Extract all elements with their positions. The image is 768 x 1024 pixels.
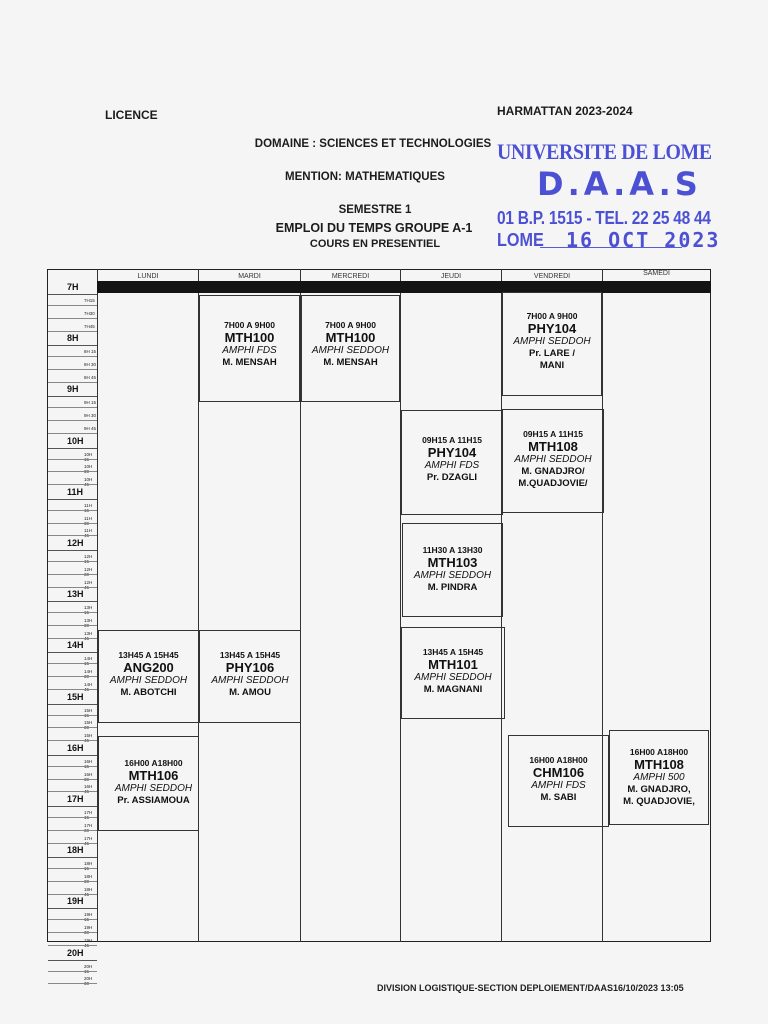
course-room: AMPHI SEDDOH: [114, 783, 193, 794]
course-professor: Pr. LARE /: [529, 348, 575, 359]
stamp-office: D.A.A.S: [537, 165, 702, 203]
quarter-label: 14H: [84, 682, 93, 687]
course-professor: M. SABI: [540, 792, 577, 803]
quarter-label: 18H: [84, 874, 93, 879]
course-code: MTH101: [428, 657, 478, 672]
course-jeudi-phy104: [401, 435, 503, 484]
course-room: AMPHI FDS: [222, 345, 277, 356]
course-code: MTH108: [634, 757, 684, 772]
quarter-label: 14H: [84, 656, 93, 662]
course-professor: Pr. DZAGLI: [426, 472, 478, 483]
course-code: ANG200: [123, 660, 174, 675]
hour-label: 8H: [67, 333, 79, 344]
quarter-label: 11H: [84, 528, 92, 534]
quarter-label: 10H: [84, 451, 93, 457]
level-label: LICENCE: [105, 108, 158, 122]
course-professor: Pr. ASSIAMOUA: [117, 795, 190, 806]
course-time: 11H30 A 13H30: [422, 545, 483, 555]
course-room: AMPHI SEDDOH: [311, 345, 390, 356]
course-professor: M. AMOU: [229, 687, 271, 698]
course-time: 13H45 A 15H45: [219, 650, 281, 660]
course-room: AMPHI SEDDOH: [109, 675, 188, 686]
hour-label: 12H: [67, 538, 84, 548]
quarter-label: 16H: [84, 784, 93, 790]
course-room: AMPHI SEDDOH: [514, 454, 592, 465]
quarter-label: 10H: [84, 477, 93, 483]
course-code: MTH106: [128, 768, 179, 783]
quarter-label: 10H: [84, 464, 93, 470]
course-code: PHY104: [427, 445, 477, 460]
day-header-friday: VENDREDI: [533, 273, 571, 280]
quarter-label: 12H: [84, 579, 93, 585]
day-header-saturday: SAMEDI: [643, 270, 670, 277]
course-professor: M. GNADJRO/: [521, 466, 585, 477]
course-time: 16H00 A18H00: [629, 747, 689, 757]
course-time: 09H15 A 11H15: [523, 429, 583, 439]
hour-label: 15H: [67, 691, 84, 702]
hour-label: 19H: [67, 896, 84, 907]
day-header-tuesday: MARDI: [238, 273, 261, 280]
course-professor: M. PINDRA: [427, 582, 478, 593]
course-professor: M. MENSAH: [222, 357, 277, 368]
session-label: HARMATTAN 2023-2024: [497, 104, 633, 118]
course-professor: M. MAGNANI: [423, 684, 483, 695]
course-code: MTH108: [528, 439, 578, 454]
course-code: MTH100: [325, 330, 376, 345]
hour-label: 16H: [67, 742, 84, 753]
day-header-wednesday: MERCREDI: [331, 273, 370, 280]
domain-label: DOMAINE : SCIENCES ET TECHNOLOGIES: [254, 138, 492, 150]
course-time: 13H45 A 15H45: [422, 647, 484, 657]
course-time: 7H00 A 9H00: [224, 320, 275, 330]
hour-label: 9H: [67, 384, 79, 395]
course-professor-2: M. QUADJOVIE,: [623, 796, 695, 807]
course-time: 7H00 A 9H00: [526, 311, 578, 321]
quarter-label: 19H: [84, 925, 93, 931]
quarter-label: 11H: [84, 502, 92, 508]
quarter-label: 20H: [84, 963, 93, 969]
course-jeudi-mth103: [402, 545, 503, 594]
course-room: AMPHI 500: [633, 772, 685, 783]
course-time: 7H00 A 9H00: [325, 320, 376, 330]
hour-label: 7H: [67, 282, 79, 292]
quarter-label: 8H 15: [84, 349, 97, 355]
course-room: AMPHI SEDDOH: [414, 672, 492, 683]
course-room: AMPHI SEDDOH: [513, 336, 591, 347]
hour-label: 14H: [67, 640, 84, 651]
quarter-label: 9H 15: [84, 400, 97, 406]
quarter-label: 7H30: [84, 310, 95, 316]
quarter-label: 17H: [84, 810, 93, 815]
quarter-label: 7H15: [84, 298, 95, 303]
quarter-label: 13H: [84, 630, 93, 636]
course-mardi-phy106: [199, 650, 301, 699]
course-room: AMPHI FDS: [531, 780, 586, 791]
course-lundi-mth106: [98, 758, 209, 807]
quarter-label: 19H: [84, 938, 93, 943]
hour-label: 13H: [67, 589, 84, 600]
hour-label: 18H: [67, 845, 84, 856]
course-room: AMPHI SEDDOH: [211, 675, 289, 686]
quarter-label: 17H: [84, 835, 93, 841]
hour-label: 17H: [67, 794, 84, 804]
course-vendredi-chm106: [508, 755, 609, 804]
quarter-label: 11H: [84, 515, 92, 521]
quarter-label: 15H: [84, 707, 93, 713]
quarter-label: 12H: [84, 554, 93, 559]
stamp-city: LOME: [497, 230, 544, 250]
quarter-label: 8H 45: [84, 374, 97, 380]
course-jeudi-mth101: [401, 647, 505, 696]
course-professor: M. ABOTCHI: [120, 687, 177, 698]
course-professor-2: M.QUADJOVIE/: [518, 478, 588, 489]
quarter-label: 8H 30: [84, 362, 97, 367]
quarter-label: 16H: [84, 771, 93, 777]
quarter-label: 17H: [84, 822, 93, 828]
course-code: PHY104: [527, 321, 577, 336]
schedule-title: EMPLOI DU TEMPS GROUPE A-1: [275, 221, 473, 235]
hour-label: 10H: [67, 435, 84, 446]
course-samedi-mth108: [609, 747, 709, 808]
hour-label: 11H: [67, 486, 84, 497]
course-room: AMPHI SEDDOH: [413, 570, 492, 581]
course-professor: M. GNADJRO,: [627, 784, 691, 795]
course-lundi-ang200: [98, 650, 199, 699]
quarter-label: 18H: [84, 861, 93, 867]
course-professor-2: MANI: [539, 360, 565, 371]
stamp-university: UNIVERSITE DE LOME: [497, 139, 712, 164]
quarter-label: 19H: [84, 912, 93, 918]
quarter-label: 18H: [84, 886, 93, 892]
course-code: PHY106: [225, 660, 275, 675]
course-time: 16H00 A18H00: [124, 758, 183, 768]
quarter-label: 20H: [84, 976, 93, 982]
quarter-label: 9H 30: [84, 413, 97, 419]
course-vendredi-mth108: [502, 429, 604, 490]
course-vendredi-phy104: [502, 311, 602, 372]
stamp-address: 01 B.P. 1515 - TEL. 22 25 48 44: [497, 208, 711, 228]
course-time: 16H00 A18H00: [529, 755, 588, 765]
quarter-label: 15H: [84, 733, 93, 739]
course-code: MTH103: [427, 555, 478, 570]
course-code: MTH100: [224, 330, 275, 345]
course-time: 13H45 A 15H45: [118, 650, 179, 660]
quarter-label: 13H: [84, 618, 93, 623]
day-header-monday: LUNDI: [137, 273, 159, 280]
quarter-label: 16H: [84, 758, 93, 764]
quarter-label: 14H: [84, 669, 93, 675]
quarter-label: 15H: [84, 720, 93, 726]
footer-reference: DIVISION LOGISTIQUE-SECTION DEPLOIEMENT/DAAS16/10/2023 13:05: [377, 983, 684, 993]
quarter-label: 9H 45: [84, 426, 97, 431]
course-time: 09H15 A 11H15: [422, 435, 482, 445]
semester-label: SEMESTRE 1: [338, 204, 412, 216]
mode-label: COURS EN PRESENTIEL: [309, 238, 441, 250]
hour-label: 20H: [67, 947, 84, 958]
course-mardi-mth100: [199, 320, 300, 369]
quarter-label: 13H: [84, 605, 93, 611]
course-professor: M. MENSAH: [323, 357, 378, 368]
day-header-thursday: JEUDI: [440, 273, 462, 280]
course-room: AMPHI FDS: [424, 460, 480, 471]
quarter-label: 7H45: [84, 323, 95, 329]
mention-label: MENTION: MATHEMATIQUES: [285, 171, 445, 183]
stamp-date: 16 OCT 2023: [566, 228, 721, 252]
quarter-label: 12H: [84, 566, 93, 572]
course-mercredi-mth100: [301, 320, 400, 369]
course-code: CHM106: [532, 765, 585, 780]
